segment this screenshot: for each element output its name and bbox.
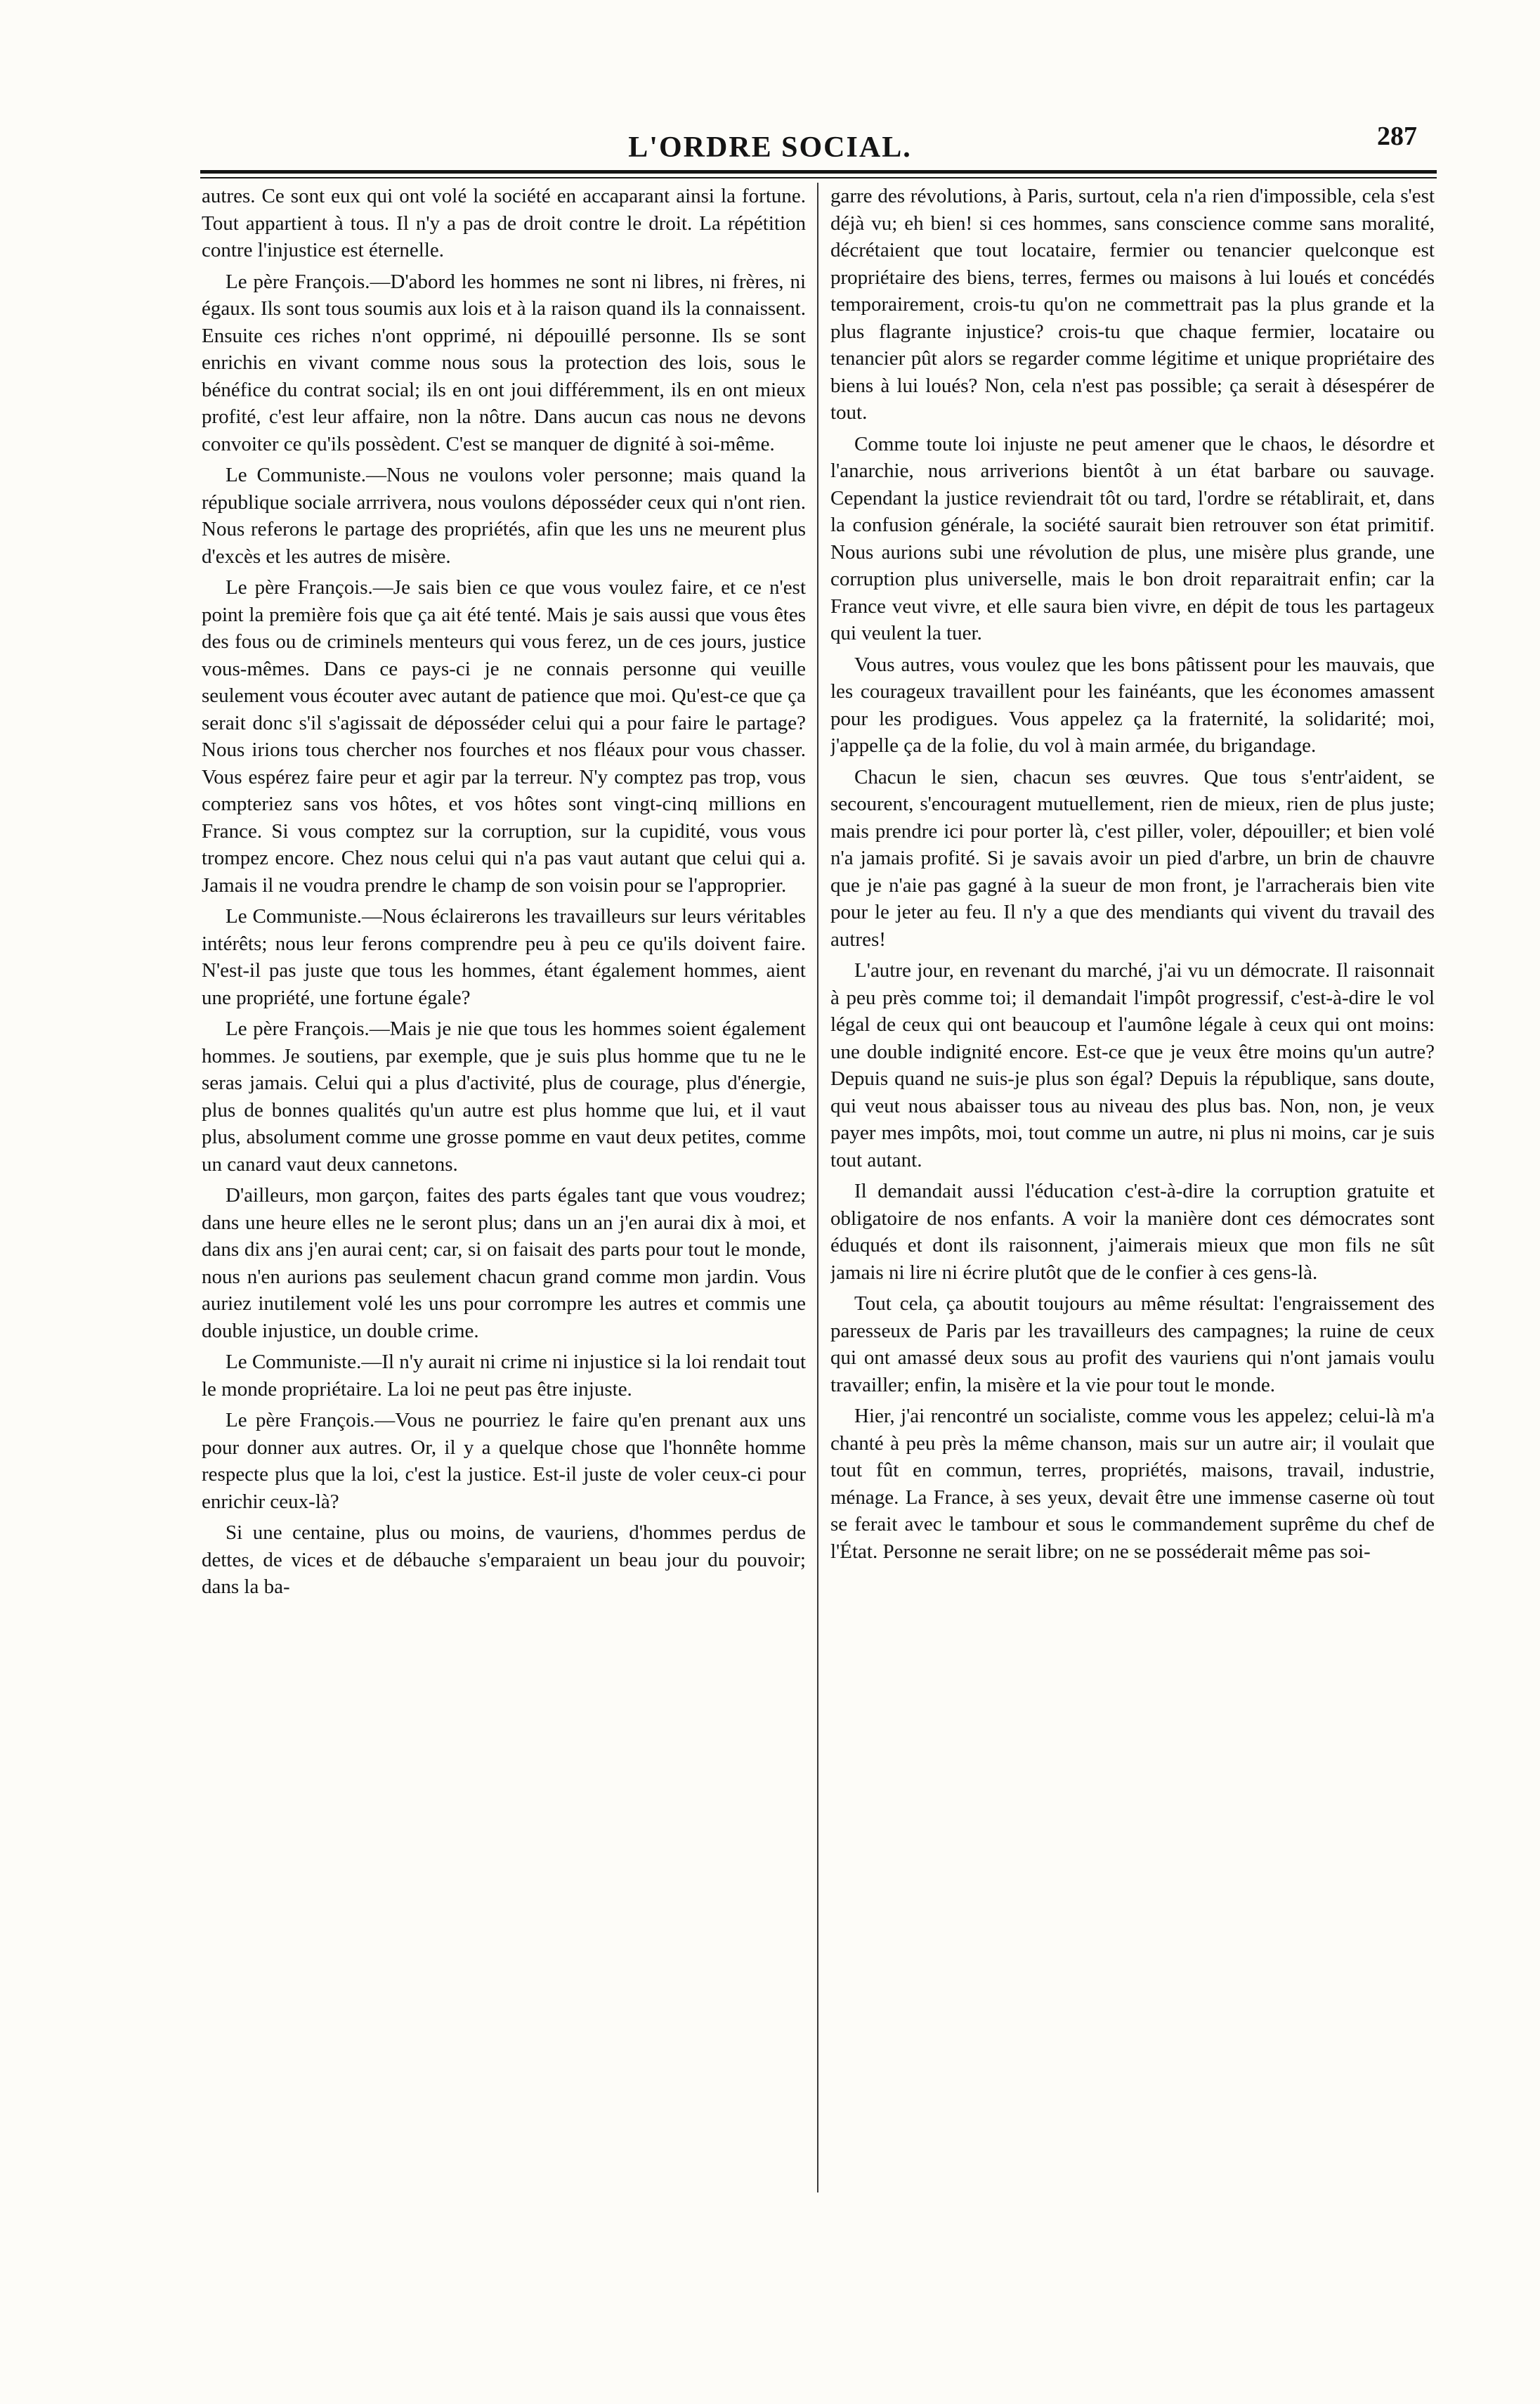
right-paragraph-6: Il demandait aussi l'éducation c'est-à-dire la corruption gratuite et obligatoire de nos enfants. A voir la manière dont ces démocrates sont éduqués et dont ils raisonnent, j'aimerais mieux que mon fils ne sût jamais ni lire ni écrire plutôt que de le confier à ces gens-là.	[830, 1180, 1435, 1284]
right-paragraph-7: Tout cela, ça aboutit toujours au même résultat: l'engraissement des paresseux de Paris par les travailleurs des campagnes; la ruine de ceux qui ont amassé deux sous au profit des vauriens qui n'ont jamais voulu travailler; enfin, la misère et la vie pour tout le monde.	[830, 1292, 1435, 1396]
left-paragraph-3: Le Communiste.—Nous ne voulons voler personne; mais quand la république sociale arrrivera, nous voulons déposséder ceux qui n'ont rien. Nous referons le partage des propriétés, afin que les uns ne meurent plus d'excès et les autres de misère.	[202, 464, 806, 568]
running-title: L'ORDRE SOCIAL.	[628, 131, 912, 164]
header-rule-thin	[200, 177, 1437, 178]
column-divider	[817, 183, 818, 2192]
left-paragraph-6: Le père François.—Mais je nie que tous les hommes soient également hommes. Je soutiens, par exemple, que je suis plus homme que tu ne le seras jamais. Celui qui a plus d'activité, plus de courage, plus d'énergie, plus de bonnes qualités qu'un autre est plus homme que lui, et il vaut plus, absolument comme une grosse pomme en vaut deux petites, comme un canard vaut deux cannetons.	[202, 1018, 806, 1176]
left-paragraph-8: Le Communiste.—Il n'y aurait ni crime ni injustice si la loi rendait tout le monde propriétaire. La loi ne peut pas être injuste.	[202, 1351, 806, 1401]
right-paragraph-2: Comme toute loi injuste ne peut amener que le chaos, le désordre et l'anarchie, nous arriverions bientôt à un état barbare ou sauvage. Cependant la justice reviendrait tôt ou tard, l'ordre se rétablirait, et, dans la confusion générale, la société saurait bien retrouver son état primitif. Nous aurions subi une révolution de plus, une misère plus grande, une corruption plus universelle, mais le bon droit reparaitrait enfin; car la France veut vivre, et elle saura bien vivre, en dépit de tous les partageux qui veulent la tuer.	[830, 432, 1435, 644]
left-paragraph-4: Le père François.—Je sais bien ce que vous voulez faire, et ce n'est point la première fois que ça ait été tenté. Mais je sais aussi que vous êtes des fous ou de criminels menteurs qui vous ferez, un de ces jours, justice vous-mêmes. Dans ce pays-ci je ne connais personne qui veuille seulement vous écouter avec autant de patience que moi. Qu'est-ce que ça serait donc s'il s'agissait de déposséder celui qui a pour faire le partage? Nous irions tous chercher nos fourches et nos fléaux pour vous chasser. Vous espérez faire peur et agir par la terreur. N'y comptez pas trop, vous compteriez sans vos hôtes, et vos hôtes sont vingt-cinq millions en France. Si vous comptez sur la corruption, sur la cupidité, vous vous trompez encore. Chez nous celui qui n'a pas vaut autant que celui qui a. Jamais il ne voudra prendre le champ de son voisin pour se l'approprier.	[202, 576, 806, 897]
left-paragraph-7: D'ailleurs, mon garçon, faites des parts égales tant que vous voudrez; dans une heure elles ne le seront plus; dans un an j'en aurai dix à moi, et dans dix ans j'en aurai cent; car, si on faisait des parts pour tout le monde, nous n'en aurions pas seulement chacun grand comme mon jardin. Vous auriez inutilement volé les uns pour corrompre les autres et commis une double injustice, un double crime.	[202, 1184, 806, 1342]
right-paragraph-3: Vous autres, vous voulez que les bons pâtissent pour les mauvais, que les courageux travaillent pour les fainéants, que les économes amassent pour les prodigues. Vous appelez ça la fraternité, la solidarité; moi, j'appelle ça de la folie, du vol à main armée, du brigandage.	[830, 653, 1435, 757]
page-number: 287	[1377, 122, 1417, 151]
right-column	[830, 183, 1435, 2305]
left-paragraph-9: Le père François.—Vous ne pourriez le faire qu'en prenant aux uns pour donner aux autres. Or, il y a quelque chose que l'honnête homme respecte plus que la loi, c'est la justice. Est-il juste de voler ceux-ci pour enrichir ceux-là?	[202, 1409, 806, 1513]
left-paragraph-5: Le Communiste.—Nous éclairerons les travailleurs sur leurs véritables intérêts; nous leur ferons comprendre peu à peu ce qu'ils doivent faire. N'est-il pas juste que tous les hommes, étant également hommes, aient une propriété, une fortune égale?	[202, 905, 806, 1009]
left-paragraph-10: Si une centaine, plus ou moins, de vauriens, d'hommes perdus de dettes, de vices et de débauche s'emparaient un beau jour du pouvoir; dans la ba-	[202, 1521, 806, 1598]
right-paragraph-5: L'autre jour, en revenant du marché, j'ai vu un démocrate. Il raisonnait à peu près comme toi; il demandait l'impôt progressif, c'est-à-dire le vol légal de ceux qui ont beaucoup et l'aumône légale à ceux qui ont moins: une double indignité encore. Est-ce que je veux être moins qu'un autre? Depuis quand ne suis-je plus son égal? Depuis la république, sans doute, qui veut nous abaisser tous au niveau des plus bas. Non, non, je veux payer mes impôts, moi, tout comme un autre, ni plus ni moins, car je suis tout autant.	[830, 959, 1435, 1171]
right-paragraph-1: garre des révolutions, à Paris, surtout, cela n'a rien d'impossible, cela s'est déjà vu; eh bien! si ces hommes, sans conscience comme sans moralité, décrétaient que tout locataire, fermier ou tenancier quelconque est propriétaire des biens, terres, fermes ou maisons à lui loués et concédés temporairement, crois-tu qu'on ne commettrait pas la plus grande et la plus flagrante injustice? crois-tu que chaque fermier, locataire ou tenancier pût alors se regarder comme légitime et unique propriétaire des biens à lui loués? Non, cela n'est pas possible; ça serait à désespérer de tout.	[830, 185, 1435, 424]
right-paragraph-4: Chacun le sien, chacun ses œuvres. Que tous s'entr'aident, se secourent, s'encouragent mutuellement, rien de mieux, rien de plus juste; mais prendre ici pour porter là, c'est piller, voler, dépouiller; et bien volé n'a jamais profité. Si je savais avoir un pied d'arbre, un brin de chauvre que je n'aie pas gagné à la sueur de mon front, je l'arracherais bien vite pour le jeter au feu. Il n'y a que des mendiants qui vivent du travail des autres!	[830, 765, 1435, 951]
right-paragraph-8: Hier, j'ai rencontré un socialiste, comme vous les appelez; celui-là m'a chanté à peu près la même chanson, mais sur un autre air; il voulait que tout fût en commun, terres, propriétés, maisons, travail, industrie, ménage. La France, à ses yeux, devait être une immense caserne où tout se ferait avec le tambour et sous le commandement suprême du chef de l'État. Personne ne serait libre; on ne se posséderait même pas soi-	[830, 1405, 1435, 1563]
left-paragraph-2: Le père François.—D'abord les hommes ne sont ni libres, ni frères, ni égaux. Ils sont tous soumis aux lois et à la raison quand ils la connaissent. Ensuite ces riches n'ont opprimé, ni dépouillé personne. Ils se sont enrichis en vivant comme nous sous la protection des lois, sous le bénéfice du contrat social; ils en ont joui différemment, ils en ont mieux profité, c'est leur affaire, non la nôtre. Dans aucun cas nous ne devons convoiter ce qu'ils possèdent. C'est se manquer de dignité à soi-même.	[202, 270, 806, 455]
header-rule-thick	[200, 170, 1437, 174]
left-paragraph-1: autres. Ce sont eux qui ont volé la société en accaparant ainsi la fortune. Tout appartient à tous. Il n'y a pas de droit contre le droit. La répétition contre l'injustice est éternelle.	[202, 185, 806, 261]
left-column	[202, 183, 806, 2305]
